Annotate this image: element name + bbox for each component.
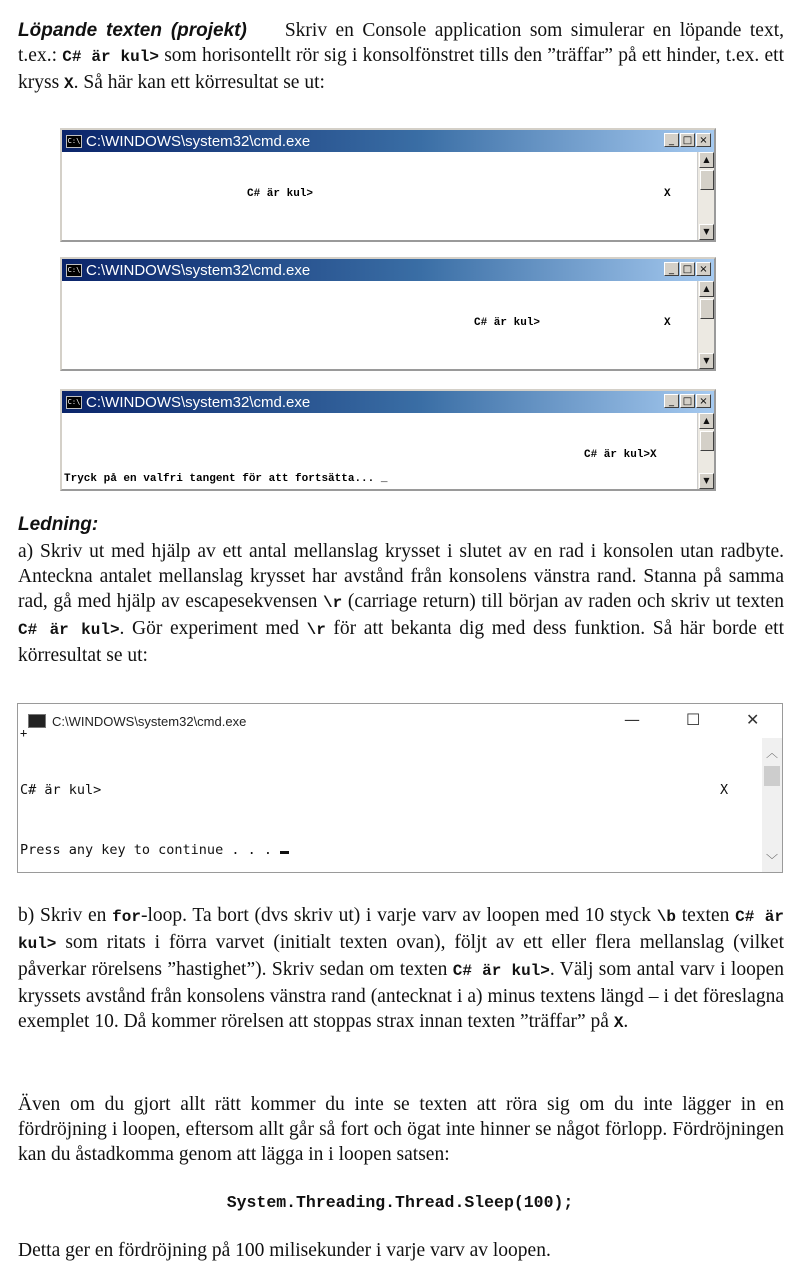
cursor-plus: +	[20, 726, 28, 740]
part-b-code-1: for	[112, 908, 141, 926]
intro-text-2: som horisontellt rör sig i konsolfönstret tills den ”träffar” på ett hinder, t.ex. ett kryss	[18, 45, 784, 93]
console-text: C# är kul>X	[584, 449, 657, 461]
title-bar	[62, 259, 714, 281]
section-heading: Löpande texten (projekt)	[18, 20, 247, 41]
scroll-up-icon[interactable]: ︿	[766, 746, 779, 760]
title-bar	[18, 704, 782, 738]
ledning-a-text-2: (carriage return) till början av raden och skriv ut texten	[342, 591, 784, 612]
minimize-button[interactable]: _	[664, 133, 679, 147]
console-prompt	[20, 842, 289, 858]
ledning-a-code-2: C# är kul>	[18, 621, 120, 639]
window-title: C:\WINDOWS\system32\cmd.exe	[86, 393, 311, 411]
scrollbar[interactable]	[697, 281, 714, 369]
cmd-window-3	[60, 389, 716, 491]
ledning-a-text-3: . Gör experiment med	[119, 618, 307, 639]
intro-code-2: X	[64, 75, 74, 93]
console-text: C# är kul>	[247, 188, 314, 200]
console-cross: X	[720, 782, 729, 798]
close-button[interactable]: ×	[696, 133, 711, 147]
scroll-thumb[interactable]	[700, 170, 714, 190]
part-b-text-1: b) Skriv en	[18, 905, 113, 926]
close-button[interactable]: ✕	[746, 710, 760, 729]
window-title: C:\WINDOWS\system32\cmd.exe	[86, 132, 311, 150]
cmd-window-1	[60, 128, 716, 242]
ledning-a-code-3: \r	[306, 621, 326, 639]
delay-paragraph: Även om du gjort allt rätt kommer du inte se texten att röra sig om du inte lägger in en fördröjning i loopen, eftersom allt går så fort och ögat inte hinner se något förlopp. Fördröjningen kan du åstadkomma genom att lägga in i loopen satsen:	[18, 1094, 784, 1165]
console-prompt-text: Press any key to continue . . .	[20, 842, 281, 858]
part-b-text-4: som ritats i förra varvet (initialt texten ovan), följt av ett eller flera mellanslag (vilket påverkar rörelsens ”hastighet”). Skriv sedan om texten	[18, 932, 784, 980]
maximize-button[interactable]: □	[680, 262, 695, 276]
ledning-heading: Ledning:	[18, 514, 99, 535]
maximize-button[interactable]: □	[680, 133, 695, 147]
intro-code-1: C# är kul>	[62, 48, 159, 66]
scroll-up-icon[interactable]: ▲	[699, 152, 714, 168]
close-button[interactable]: ×	[696, 262, 711, 276]
scroll-up-icon[interactable]: ▲	[699, 413, 714, 429]
minimize-button[interactable]: _	[664, 394, 679, 408]
cmd-icon: C:\	[66, 135, 82, 148]
closing-paragraph: Detta ger en fördröjning på 100 milisekunder i varje varv av loopen.	[18, 1240, 551, 1261]
maximize-button[interactable]: □	[680, 394, 695, 408]
part-b-text-6: .	[623, 1011, 629, 1032]
part-b-code-3: C# är kul>	[18, 908, 785, 953]
minimize-button[interactable]: —	[624, 710, 640, 729]
scrollbar[interactable]	[762, 738, 782, 872]
scroll-thumb[interactable]	[764, 766, 780, 786]
code-line: System.Threading.Thread.Sleep(100);	[226, 1193, 574, 1212]
part-b-text-2: -loop. Ta bort (dvs skriv ut) i varje varv av loopen med 10 styck	[140, 905, 657, 926]
part-b-paragraph	[18, 903, 784, 1036]
console-body	[62, 152, 698, 240]
part-b-text-5: . Välj som antal varv i loopen kryssets avstånd från konsolens vänstra rand (antecknat i a) minus textens längd – i det föreslagna exemplet 10. Då kommer rörelsen att stoppas strax innan texten ”träffar” på	[18, 959, 784, 1032]
minimize-button[interactable]: _	[664, 262, 679, 276]
cmd-window-modern	[17, 703, 783, 873]
close-button[interactable]: ×	[696, 394, 711, 408]
title-bar	[62, 391, 714, 413]
console-body	[62, 413, 698, 489]
scrollbar[interactable]	[697, 413, 714, 489]
intro-paragraph	[18, 18, 784, 97]
part-b-code-5: X	[613, 1014, 624, 1032]
scroll-down-icon[interactable]: ▼	[699, 353, 714, 369]
console-prompt: Tryck på en valfri tangent för att fortsätta... _	[64, 473, 388, 485]
console-text: C# är kul>	[474, 317, 541, 329]
scrollbar[interactable]	[697, 152, 714, 240]
console-body	[62, 281, 698, 369]
console-cross: X	[664, 188, 671, 200]
intro-text-3: . Så här kan ett körresultat se ut:	[73, 72, 325, 93]
window-title: C:\WINDOWS\system32\cmd.exe	[86, 261, 311, 279]
ledning-a-text-4: för att bekanta dig med dess funktion. Så här borde ett körresultat se ut:	[18, 618, 784, 666]
cmd-icon: C:\	[66, 264, 82, 277]
part-b-text-3: texten	[675, 905, 736, 926]
window-title: C:\WINDOWS\system32\cmd.exe	[52, 714, 247, 729]
scroll-down-icon[interactable]: ﹀	[766, 853, 779, 867]
cmd-icon	[28, 714, 46, 728]
ledning-a-text-1: a) Skriv ut med hjälp av ett antal mellanslag krysset i slutet av en rad i konsolen utan radbyte. Anteckna antalet mellanslag krysset har avstånd från konsolens vänstra rand. Stanna på samma rad, gå med hjälp av escapesekvensen	[18, 541, 784, 612]
console-text: C# är kul>	[20, 782, 102, 798]
scroll-down-icon[interactable]: ▼	[699, 224, 714, 240]
ledning-a-code-1: \r	[323, 594, 343, 612]
intro-text-1: Skriv en Console application som simulerar en löpande text, t.ex.:	[18, 20, 784, 66]
part-b-code-2: \b	[656, 908, 676, 926]
part-b-code-4: C# är kul>	[452, 962, 550, 980]
scroll-thumb[interactable]	[700, 431, 714, 451]
ledning-a-paragraph	[18, 539, 784, 668]
maximize-button[interactable]: ☐	[686, 710, 701, 729]
scroll-up-icon[interactable]: ▲	[699, 281, 714, 297]
cmd-icon: C:\	[66, 396, 82, 409]
text-cursor	[280, 851, 289, 854]
title-bar	[62, 130, 714, 152]
cmd-window-2	[60, 257, 716, 371]
console-cross: X	[664, 317, 671, 329]
scroll-down-icon[interactable]: ▼	[699, 473, 714, 489]
scroll-thumb[interactable]	[700, 299, 714, 319]
